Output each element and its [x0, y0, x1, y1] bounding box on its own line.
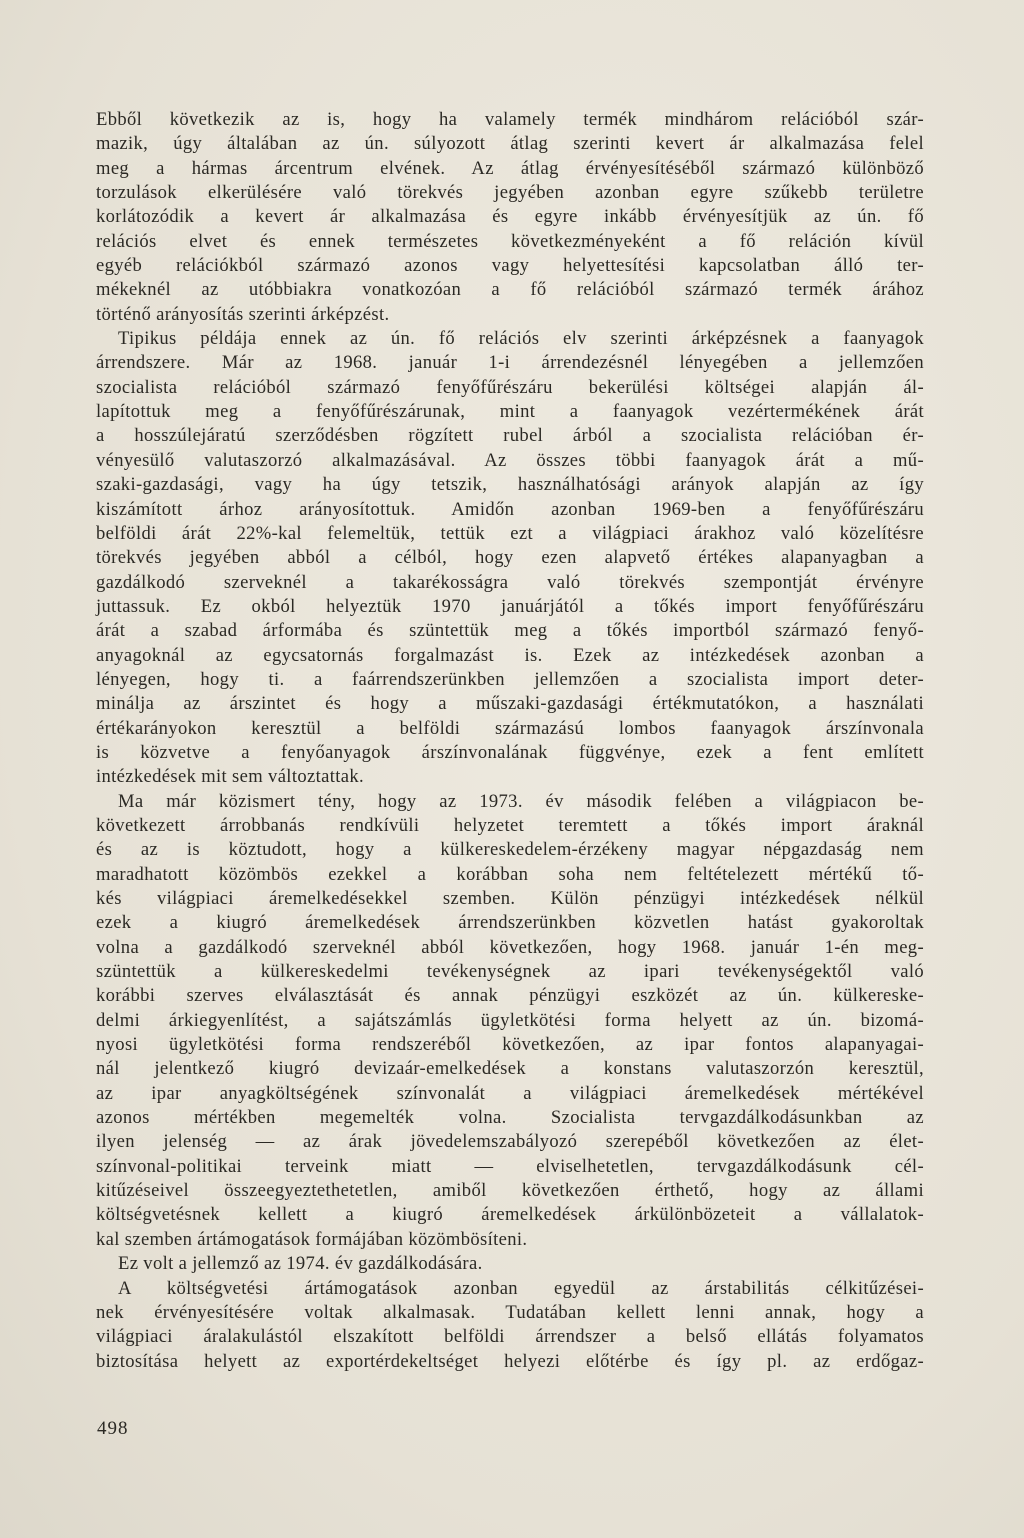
- text-line: kitűzéseivel összeegyeztethetetlen, amiből következően érthető, hogy az állami: [96, 1180, 924, 1202]
- text-line: és az is köztudott, hogy a külkereskedelem-érzékeny magyar népgazdaság nem: [96, 839, 924, 861]
- text-line: mékeknél az utóbbiakra vonatkozóan a fő relációból származó termék árához: [96, 279, 924, 301]
- text-line: ilyen jelenség — az árak jövedelemszabályozó szerepéből következően az élet-: [96, 1131, 924, 1153]
- text-line: szaki-gazdasági, vagy ha úgy tetszik, használhatósági arányok alapján az így: [96, 474, 924, 496]
- text-line: is közvetve a fenyőanyagok árszínvonalának függvénye, ezek a fent említett: [96, 741, 924, 763]
- paragraph: [96, 1277, 924, 1374]
- text-line: szocialista relációból származó fenyőfűrészáru bekerülési költségei alapján ál-: [96, 376, 924, 398]
- text-line: az ipar anyagköltségének színvonalát a világpiaci áremelkedések mértékével: [96, 1082, 924, 1104]
- text-line: nál jelentkező kiugró devizaár-emelkedések a konstans valutaszorzón keresztül,: [96, 1058, 924, 1080]
- text-line: költségvetésnek kellett a kiugró áremelkedések árkülönbözeteit a vállalatok-: [96, 1204, 924, 1226]
- text-line: törekvés jegyében abból a célból, hogy ezen alapvető értékes alapanyagban a: [96, 547, 924, 569]
- text-line: színvonal-politikai terveink miatt — elviselhetetlen, tervgazdálkodásunk cél-: [96, 1155, 924, 1177]
- text-line: nyosi ügyletkötési forma rendszeréből következően, az ipar fontos alapanyagai-: [96, 1034, 924, 1056]
- text-line: vényesülő valutaszorzó alkalmazásával. Az összes többi faanyagok árát a mű-: [96, 449, 924, 471]
- text-line: Ma már közismert tény, hogy az 1973. év második felében a világpiacon be-: [118, 790, 924, 812]
- paragraph: [96, 327, 924, 790]
- text-line: árrendszere. Már az 1968. január 1-i árrendezésnél lényegében a jellemzően: [96, 352, 924, 374]
- text-line: Ez volt a jellemző az 1974. év gazdálkodására.: [118, 1253, 483, 1275]
- text-line: korábbi szerves elválasztását és annak pénzügyi eszközét az ún. külkereske-: [96, 985, 924, 1007]
- text-line: szüntettük a külkereskedelmi tevékenységnek az ipari tevékenységektől való: [96, 961, 924, 983]
- text-line: kés világpiaci áremelkedésekkel szemben. Külön pénzügyi intézkedések nélkül: [96, 888, 924, 909]
- text-line: minálja az árszintet és hogy a műszaki-gazdasági értékmutatókon, a használati: [96, 693, 924, 715]
- text-line: következett árrobbanás rendkívüli helyzetet teremtett a tőkés import áraknál: [96, 814, 924, 836]
- text-line: volna a gazdálkodó szerveknél abból következően, hogy 1968. január 1-én meg-: [96, 936, 924, 958]
- text-line: lapítottuk meg a fenyőfűrészárunak, mint a faanyagok vezértermékének árát: [96, 401, 924, 423]
- text-line: lényegen, hogy ti. a faárrendszerünkben jellemzően a szocialista import deter-: [96, 668, 924, 690]
- text-line: A költségvetési ártámogatások azonban egyedül az árstabilitás célkitűzései-: [118, 1277, 924, 1299]
- text-line: maradhatott közömbös ezekkel a korábban soha nem feltételezett mértékű tő-: [96, 863, 924, 885]
- text-line: egyéb relációkból származó azonos vagy helyettesítési kapcsolatban álló ter-: [96, 255, 924, 277]
- text-line: torzulások elkerülésére való törekvés jegyében azonban egyre szűkebb területre: [96, 182, 924, 204]
- text-line: gazdálkodó szerveknél a takarékosságra való törekvés szempontját érvényre: [96, 571, 924, 593]
- text-line: ezek a kiugró áremelkedések árrendszerünkben közvetlen hatást gyakoroltak: [96, 912, 924, 934]
- page-number: 498: [97, 1418, 129, 1439]
- text-line: kal szemben ártámogatások formájában közömbösíteni.: [96, 1228, 528, 1250]
- text-line: delmi árkiegyenlítést, a sajátszámlás ügyletkötési forma helyett az ún. bizomá-: [96, 1009, 924, 1031]
- paragraph: [96, 790, 924, 1253]
- text-line: mazik, úgy általában az ún. súlyozott átlag szerinti kevert ár alkalmazása felel: [96, 133, 924, 155]
- text-line: belföldi árát 22%-kal felemeltük, tettük ezt a világpiaci árakhoz való közelítésre: [96, 522, 924, 544]
- text-line: értékarányokon keresztül a belföldi származású lombos faanyagok árszínvonala: [96, 717, 924, 739]
- text-line: intézkedések mit sem változtattak.: [96, 766, 364, 788]
- text-line: Ebből következik az is, hogy ha valamely termék mindhárom relációból szár-: [96, 109, 924, 130]
- text-line: kiszámított árhoz arányosítottuk. Amidőn azonban 1969-ben a fenyőfűrészáru: [96, 498, 924, 520]
- paragraph: [96, 108, 924, 327]
- body-text: [96, 108, 924, 1374]
- text-line: nek érvényesítésére voltak alkalmasak. Tudatában kellett lenni annak, hogy a: [96, 1301, 924, 1323]
- text-line: relációs elvet és ennek természetes következményeként a fő reláción kívül: [96, 230, 924, 252]
- text-line: anyagoknál az egycsatornás forgalmazást is. Ezek az intézkedések azonban a: [96, 644, 924, 666]
- text-line: korlátozódik a kevert ár alkalmazása és egyre inkább érvényesítjük az ún. fő: [96, 206, 924, 228]
- text-line: történő arányosítás szerinti árképzést.: [96, 303, 390, 325]
- text-line: árát a szabad árformába és szüntettük meg a tőkés importból származó fenyő-: [96, 620, 924, 642]
- text-line: világpiaci áralakulástól elszakított belföldi árrendszer a belső ellátás folyamatos: [96, 1326, 924, 1348]
- text-line: Tipikus példája ennek az ún. fő relációs elv szerinti árképzésnek a faanyagok: [118, 328, 924, 350]
- text-line: azonos mértékben megemelték volna. Szocialista tervgazdálkodásunkban az: [96, 1107, 924, 1129]
- paragraph: [96, 1252, 924, 1276]
- text-line: meg a hármas árcentrum elvének. Az átlag érvényesítéséből származó különböző: [96, 157, 924, 179]
- text-line: biztosítása helyett az exportérdekeltséget helyezi előtérbe és így pl. az erdőgaz-: [96, 1350, 924, 1372]
- text-line: juttassuk. Ez okból helyeztük 1970 januárjától a tőkés import fenyőfűrészáru: [96, 595, 924, 617]
- text-line: a hosszúlejáratú szerződésben rögzített rubel árból a szocialista relációban ér-: [96, 425, 924, 447]
